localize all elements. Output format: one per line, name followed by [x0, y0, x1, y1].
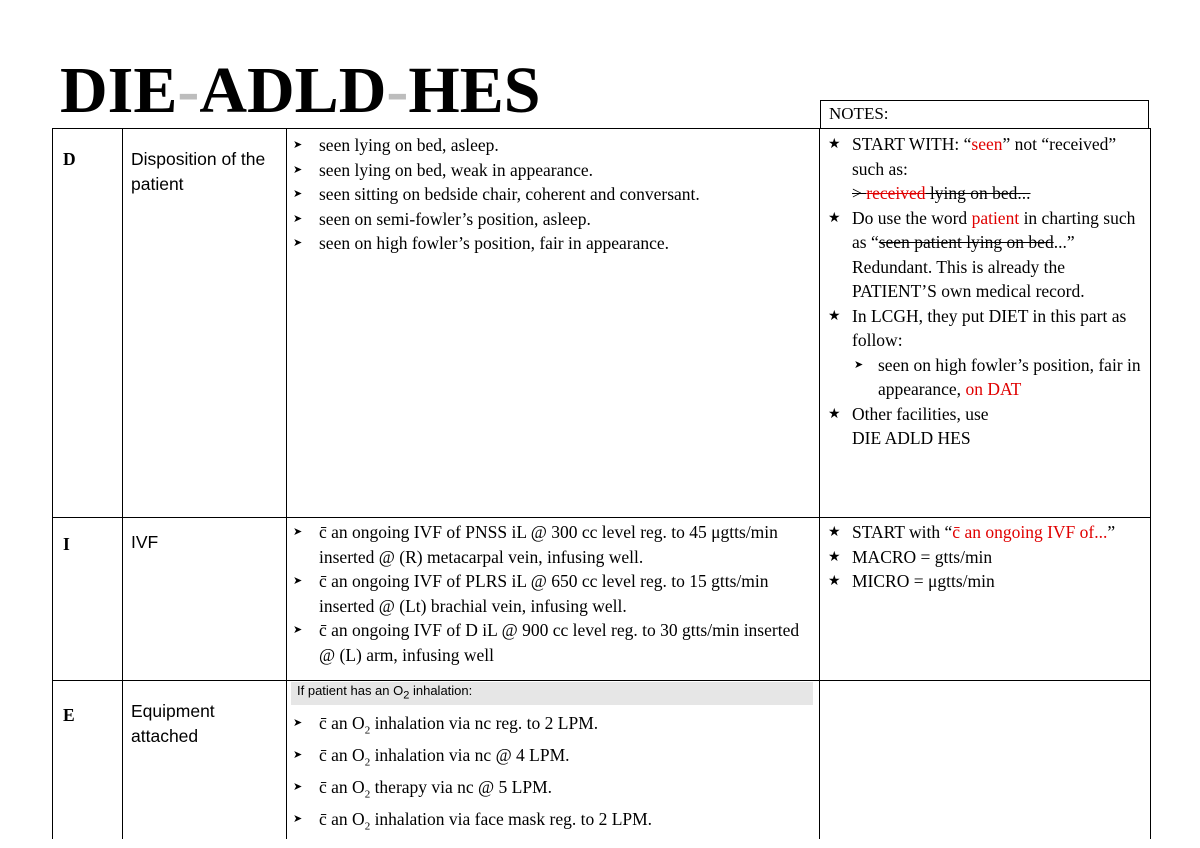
row-label-equipment: Equipment attached — [123, 681, 287, 839]
notes-header: NOTES: — [820, 100, 1149, 128]
list-item: ➤ c̄ an ongoing IVF of D iL @ 900 cc level reg. to 30 gtts/min inserted @ (L) arm, infusing well — [293, 618, 819, 667]
title-dash-1: - — [177, 54, 200, 127]
list-item: ➤ seen on semi-fowler’s position, asleep. — [293, 207, 819, 232]
title-die: DIE — [60, 54, 178, 127]
row-notes-d — [820, 129, 1151, 518]
note-item: ★ START with “c̄ an ongoing IVF of...” — [828, 520, 1150, 545]
note-item: ★ START WITH: “seen” not “received” such as: > received lying on bed... — [828, 132, 1150, 206]
row-notes-i — [820, 518, 1151, 681]
row-letter-i: I — [53, 518, 123, 681]
table-row-i — [53, 518, 1151, 681]
note-item: ★ In LCGH, they put DIET in this part as follow: ➤ seen on high fowler’s position, fair in appearance, on DAT — [828, 304, 1150, 402]
title-adld: ADLD — [199, 54, 387, 127]
o2-subheading: If patient has an $O_2$ inhalation: — [291, 682, 813, 705]
list-item: ➤ c̄ an $O_2$ inhalation via nc reg. to 2 LPM. — [293, 711, 819, 743]
list-item: ➤ c̄ an $O_2$ inhalation via face mask reg. to 2 LPM. — [293, 807, 819, 839]
list-item: ➤ seen sitting on bedside chair, coherent and conversant. — [293, 182, 819, 207]
note-item: ★ Other facilities, use DIE ADLD HES — [828, 402, 1150, 451]
list-item: ➤ c̄ an ongoing IVF of PNSS iL @ 300 cc level reg. to 45 μgtts/min inserted @ (R) metacarpal vein, infusing well. — [293, 520, 819, 569]
row-label-ivf: IVF — [123, 518, 287, 681]
row-letter-e: E — [53, 681, 123, 839]
row-content-e — [287, 681, 820, 839]
row-label-disposition: Disposition of the patient — [123, 129, 287, 518]
row-content-d — [287, 129, 820, 518]
list-item: ➤ c̄ an $O_2$ therapy via nc @ 5 LPM. — [293, 775, 819, 807]
list-item: ➤ seen lying on bed, weak in appearance. — [293, 158, 819, 183]
note-item: ★ MACRO = gtts/min — [828, 545, 1150, 570]
note-item: ★ Do use the word patient in charting such as “seen patient lying on bed...” Redundant. This is already the PATIENT’S own medical record. — [828, 206, 1150, 304]
table-row-d — [53, 129, 1151, 518]
list-item: ➤ c̄ an $O_2$ inhalation via nc @ 4 LPM. — [293, 743, 819, 775]
row-letter-d: D — [53, 129, 123, 518]
title-dash-2: - — [386, 54, 409, 127]
page-title — [60, 54, 541, 127]
table-row-e — [53, 681, 1151, 839]
row-content-i — [287, 518, 820, 681]
list-item: ➤ seen on high fowler’s position, fair in appearance. — [293, 231, 819, 256]
row-notes-e — [820, 681, 1151, 839]
list-item: ➤ c̄ an ongoing IVF of PLRS iL @ 650 cc level reg. to 15 gtts/min inserted @ (Lt) brachial vein, infusing well. — [293, 569, 819, 618]
list-item: ➤ seen lying on bed, asleep. — [293, 133, 819, 158]
note-sub-item: ➤ seen on high fowler’s position, fair in appearance, on DAT — [854, 353, 1150, 402]
title-hes: HES — [408, 54, 541, 127]
note-item: ★ MICRO = μgtts/min — [828, 569, 1150, 594]
charting-table — [52, 128, 1151, 839]
